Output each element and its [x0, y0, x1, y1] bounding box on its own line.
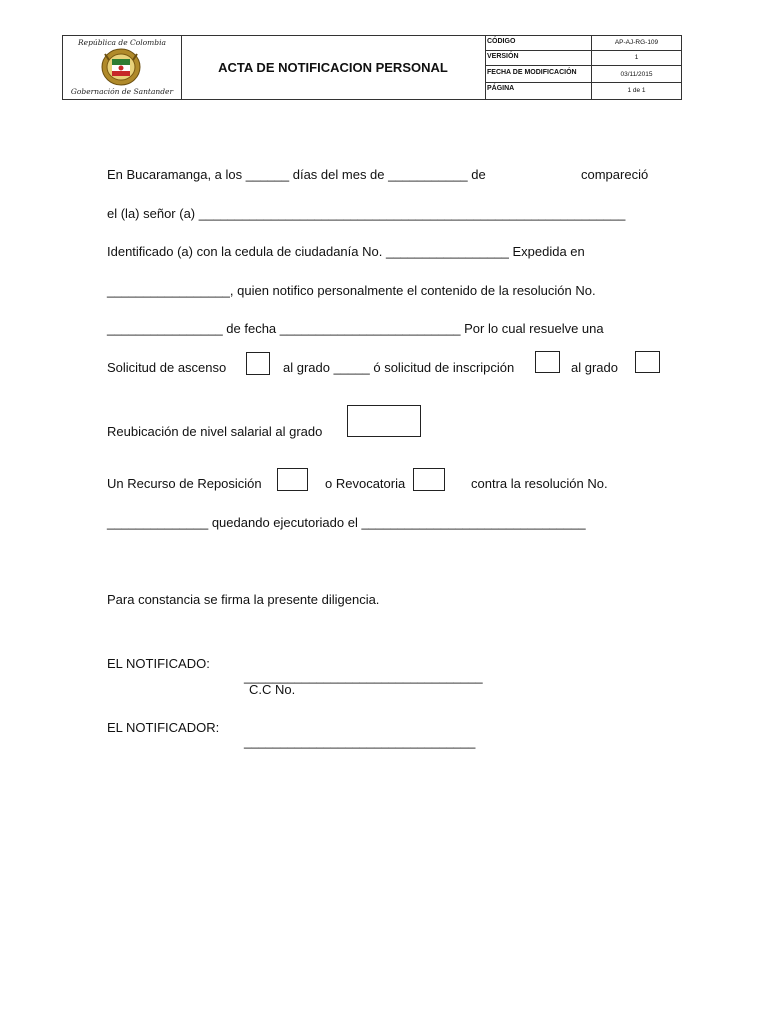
inscripcion-checkbox[interactable] — [535, 351, 560, 373]
meta-row-fecha — [485, 66, 681, 83]
ascenso-checkbox[interactable] — [246, 352, 270, 375]
logo-text-bottom: Gobernación de Santander — [70, 87, 174, 96]
body-line-date: En Bucaramanga, a los ______ días del mes de ___________ de — [107, 167, 486, 182]
reubicacion-grado-box[interactable] — [347, 405, 421, 437]
body-line-identificado: Identificado (a) con la cedula de ciudadanía No. _________________ Expedida en — [107, 244, 585, 259]
body-line-reubicacion: Reubicación de nivel salarial al grado — [107, 424, 323, 439]
meta-label: CÓDIGO — [485, 36, 592, 50]
reposicion-checkbox[interactable] — [277, 468, 308, 491]
body-line-inscripcion: al grado _____ ó solicitud de inscripción — [283, 360, 515, 375]
body-line-revocatoria: o Revocatoria — [325, 476, 406, 491]
notificador-label: EL NOTIFICADOR: — [107, 720, 220, 735]
notificado-label: EL NOTIFICADO: — [107, 656, 210, 671]
body-line-comparecio: compareció — [581, 167, 649, 182]
logo-cell — [63, 36, 182, 99]
meta-value: 1 — [634, 54, 639, 61]
notificador-signature-line: ________________________________ — [244, 734, 476, 749]
notificado-signature-line: _________________________________ — [244, 669, 483, 684]
body-line-ejecutoriado: ______________ quedando ejecutoriado el _______________________________ — [107, 515, 586, 530]
grado-checkbox[interactable] — [635, 351, 660, 373]
meta-label: FECHA DE MODIFICACIÓN — [485, 66, 592, 82]
body-line-solicitud-ascenso: Solicitud de ascenso — [107, 360, 227, 375]
meta-value: 1 de 1 — [627, 87, 646, 94]
metadata-table — [485, 36, 681, 99]
closing-statement: Para constancia se firma la presente diligencia. — [107, 592, 380, 607]
coat-of-arms-icon — [101, 48, 141, 86]
body-line-contra: contra la resolución No. — [471, 476, 608, 491]
meta-label: VERSIÓN — [485, 51, 592, 65]
meta-value: 03/11/2015 — [620, 71, 653, 78]
revocatoria-checkbox[interactable] — [413, 468, 445, 491]
document-header — [62, 35, 682, 100]
meta-row-pagina — [485, 83, 681, 99]
meta-row-version — [485, 51, 681, 66]
body-line-reposicion: Un Recurso de Reposición — [107, 476, 262, 491]
body-line-fecha: ________________ de fecha _________________________ Por lo cual resuelve una — [107, 321, 604, 336]
meta-value: AP-AJ-RG-109 — [614, 39, 659, 46]
meta-row-codigo — [485, 36, 681, 51]
cc-label: C.C No. — [249, 682, 296, 697]
logo-text-top: República de Colombia — [78, 38, 166, 47]
body-line-notifico: _________________, quien notifico personalmente el contenido de la resolución No. — [107, 283, 596, 298]
body-line-al-grado: al grado — [571, 360, 618, 375]
meta-label: PÁGINA — [485, 83, 592, 99]
body-line-senor: el (la) señor (a) ___________________________________________________________ — [107, 206, 626, 221]
document-title: ACTA DE NOTIFICACION PERSONAL — [181, 36, 486, 99]
